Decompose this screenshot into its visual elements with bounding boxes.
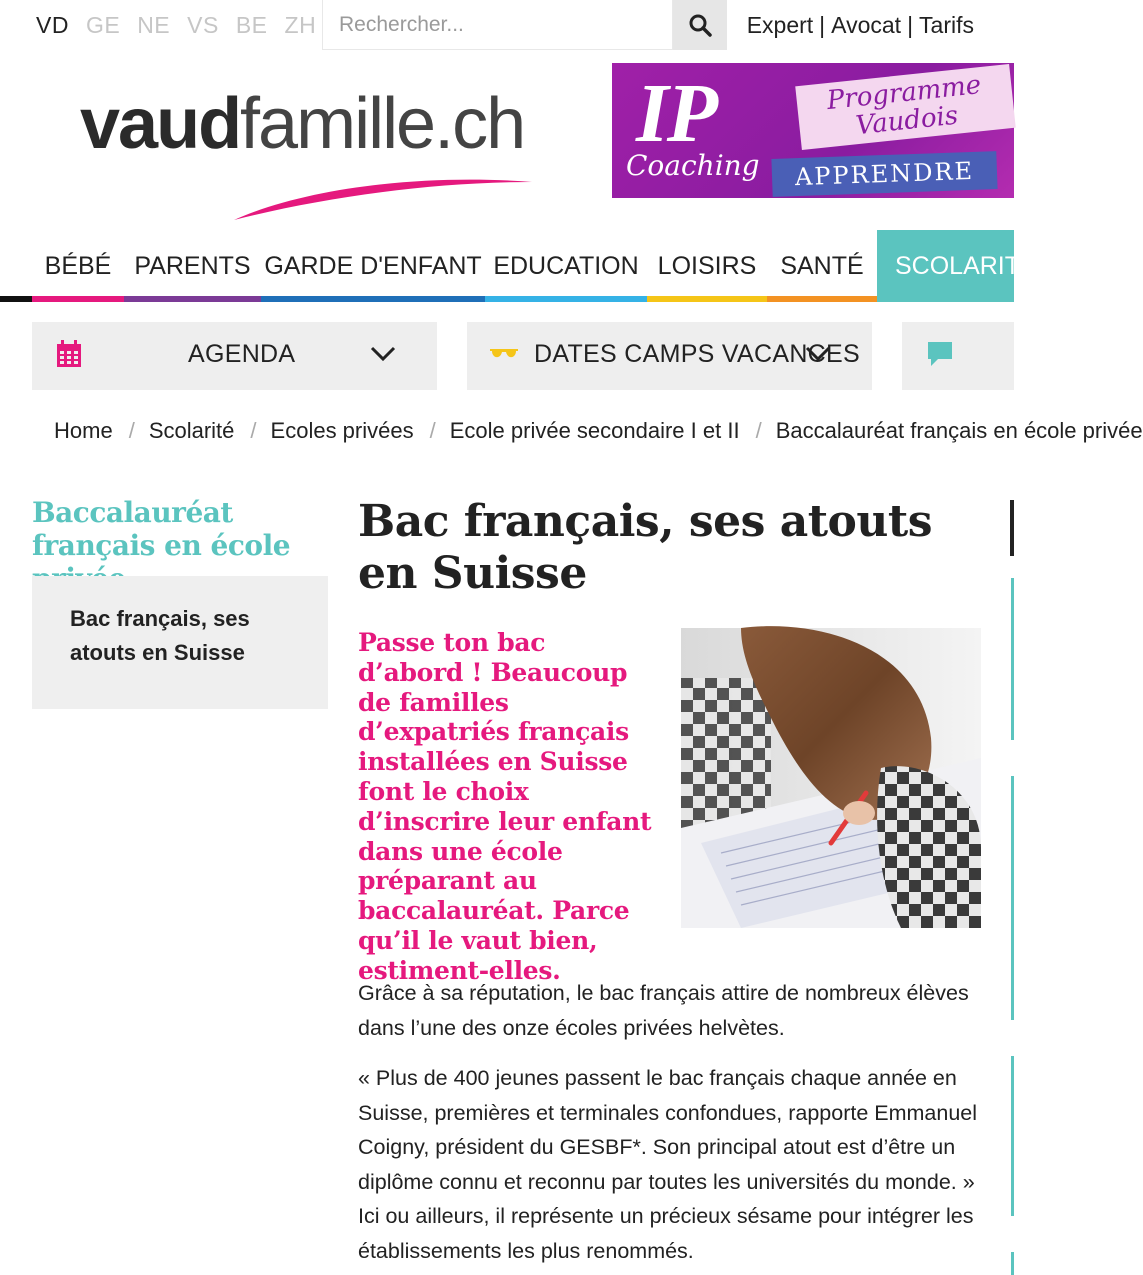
nav-scolarite[interactable] [877, 230, 1037, 302]
calendar-icon [56, 340, 82, 368]
agenda-dropdown[interactable] [32, 322, 437, 390]
student-writing-image [681, 628, 981, 928]
chat-dropdown[interactable] [902, 322, 1014, 390]
search-form [322, 0, 727, 50]
sidebar-link-bac-francais[interactable]: Bac français, ses atouts en Suisse [70, 606, 250, 665]
right-column-accent [1011, 578, 1014, 740]
banner-cta: APPRENDRE [771, 151, 997, 197]
article-photo [681, 628, 981, 928]
link-separator: | [819, 12, 826, 38]
right-column-accent [1011, 776, 1014, 1020]
canton-vs[interactable]: VS [187, 12, 219, 38]
breadcrumb [54, 418, 1143, 444]
article-lead: Passe ton bac d’abord ! Beaucoup de familles d’expatriés français installées en Suisse font le choix d’inscrire leur enfant dans une école préparant au baccalauréat. Parce qu’il le vaut bien, estiment-elles. [358, 628, 652, 985]
nav-color-bar [647, 296, 767, 302]
logo-swoosh-icon [230, 176, 540, 226]
nav-label: SANTÉ [780, 252, 864, 280]
logo-light: famille.ch [240, 84, 525, 164]
page-title: Bac français, ses atouts en Suisse [358, 496, 932, 599]
article-paragraph: « Plus de 400 jeunes passent le bac français chaque année en Suisse, premières et terminales confondues, rapporte Emmanuel Coigny, président du GESBF*. Son principal atout est d’être un diplôme connu et reconnu par toutes les universités du monde. » Ici ou ailleurs, il représente un précieux sésame pour intégrer les établissements les plus renommés. [358, 1066, 978, 1263]
canton-ge[interactable]: GE [85, 12, 121, 38]
sidebar-title: Baccalauréat français en école [32, 496, 291, 562]
nav-label: BÉBÉ [44, 252, 112, 280]
breadcrumb-separator: / [250, 418, 257, 443]
chevron-down-icon [370, 346, 396, 362]
banner-brand: IP [636, 67, 716, 160]
nav-label: EDUCATION [493, 252, 639, 280]
ad-banner[interactable] [612, 63, 1014, 198]
nav-color-bar [485, 296, 647, 302]
right-column-accent [1011, 1056, 1014, 1216]
link-separator: | [907, 12, 914, 38]
banner-subtitle: Coaching [626, 149, 760, 182]
nav-color-bar [261, 296, 485, 302]
nav-label: PARENTS [134, 252, 251, 280]
nav-loisirs[interactable] [647, 230, 767, 302]
nav-color-bar [124, 296, 261, 302]
canton-ne[interactable]: NE [137, 12, 171, 38]
top-links [747, 12, 974, 39]
logo-bold: vaud [80, 84, 241, 164]
nav-label: LOISIRS [657, 252, 757, 280]
link-avocat[interactable]: Avocat [831, 12, 902, 38]
site-logo[interactable] [80, 84, 540, 224]
canton-zh[interactable]: ZH [284, 12, 317, 38]
camps-dropdown[interactable] [467, 322, 872, 390]
nav-sante[interactable] [767, 230, 877, 302]
breadcrumb-separator: / [429, 418, 436, 443]
breadcrumb-ecoles-privees[interactable]: Ecoles privées [270, 418, 414, 443]
search-icon [688, 13, 712, 37]
sidebar-menu [32, 576, 328, 709]
canton-be[interactable]: BE [235, 12, 268, 38]
nav-parents[interactable] [124, 230, 261, 302]
link-tarifs[interactable]: Tarifs [919, 12, 974, 38]
breadcrumb-scolarite[interactable]: Scolarité [148, 418, 235, 443]
canton-vd[interactable]: VD [36, 12, 69, 38]
right-column-title-fragment [1010, 500, 1014, 556]
sunglasses-icon [489, 346, 519, 362]
banner-program: Programme Vaudois [795, 64, 1016, 150]
link-expert[interactable]: Expert [746, 12, 814, 38]
chevron-down-icon [805, 346, 831, 362]
search-button[interactable] [673, 0, 727, 50]
breadcrumb-home[interactable]: Home [54, 418, 113, 443]
nav-color-bar [877, 296, 1014, 302]
chat-icon [926, 340, 954, 368]
nav-bebe[interactable] [32, 230, 124, 302]
breadcrumb-current: Baccalauréat français en école privée [775, 418, 1143, 443]
nav-label: SCOLARITÉ [895, 252, 1037, 280]
nav-color-bar [32, 296, 124, 302]
search-input[interactable] [322, 0, 673, 50]
breadcrumb-separator: / [128, 418, 135, 443]
breadcrumb-separator: / [755, 418, 762, 443]
nav-bar-start [0, 296, 32, 302]
breadcrumb-ecole-secondaire[interactable]: Ecole privée secondaire I et II [449, 418, 740, 443]
logo-wordmark [80, 84, 540, 164]
main-nav [0, 230, 1037, 302]
camps-label: DATES CAMPS VACANCES [534, 340, 860, 368]
nav-label: GARDE D'ENFANT [264, 252, 482, 280]
nav-color-bar [767, 296, 877, 302]
nav-education[interactable] [485, 230, 647, 302]
canton-selector [36, 12, 333, 39]
agenda-label: AGENDA [188, 340, 296, 368]
top-bar [0, 0, 1014, 56]
article-paragraph: Grâce à sa réputation, le bac français attire de nombreux élèves dans l’une des onze écoles privées helvètes. [358, 981, 969, 1040]
right-column-accent [1011, 1252, 1014, 1275]
nav-garde-enfant[interactable] [261, 230, 485, 302]
